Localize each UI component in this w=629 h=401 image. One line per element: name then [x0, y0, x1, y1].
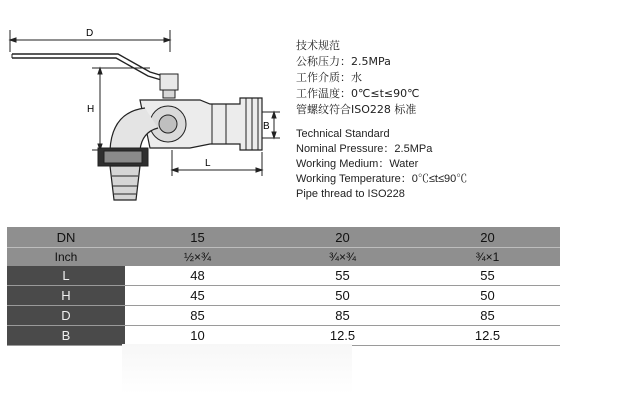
cell: 12.5: [329, 328, 356, 343]
table-row: [7, 266, 560, 286]
dim-label-d: D: [86, 28, 94, 39]
cell: 55: [335, 268, 350, 283]
row-label: L: [7, 266, 125, 285]
row-label: H: [7, 286, 125, 305]
cell: 55: [480, 268, 495, 283]
cell: 50: [480, 288, 495, 303]
row-label: B: [7, 326, 125, 345]
dn-value: 20: [480, 229, 495, 245]
specs-cn-title: 技术规范: [296, 39, 340, 52]
specs-cn-medium: 工作介质：水: [296, 71, 362, 84]
cell: 10: [190, 328, 205, 343]
cell: 85: [335, 308, 350, 323]
specs-en-thread: Pipe thread to ISO228: [296, 188, 405, 200]
cell: 85: [480, 308, 495, 323]
dim-label-b: B: [263, 121, 270, 132]
cell: 48: [190, 268, 205, 283]
table-row-inch: [7, 247, 560, 266]
dn-label: DN: [56, 229, 76, 245]
specs-cn-thread: 管螺纹符合ISO228 标准: [296, 103, 417, 116]
specs-en-title: Technical Standard: [296, 128, 390, 140]
inch-label: Inch: [54, 250, 78, 264]
cell: 45: [190, 288, 205, 303]
inch-value: ½×¾: [183, 250, 212, 264]
valve-drawing: [0, 0, 290, 220]
dn-value: 15: [190, 229, 205, 245]
specs-english: [296, 127, 467, 202]
cell: 85: [190, 308, 205, 323]
cell: 12.5: [474, 328, 501, 343]
specs-cn-pressure: 公称压力：2.5MPa: [296, 55, 391, 68]
dim-label-l: L: [205, 158, 211, 169]
table-row: [7, 306, 560, 326]
inch-value: ¾×1: [475, 250, 500, 264]
specs-en-pressure: Nominal Pressure：2.5MPa: [296, 143, 433, 155]
table-row-dn: [7, 227, 560, 247]
specs-cn-temperature: 工作温度：0℃≤t≤90℃: [296, 87, 420, 100]
specs-en-medium: Working Medium：Water: [296, 158, 419, 170]
specs-en-temperature: Working Temperature：0℃≤t≤90℃: [296, 173, 468, 185]
cell: 50: [335, 288, 350, 303]
dn-value: 20: [335, 229, 350, 245]
background-fade: [122, 344, 352, 394]
specs-chinese: [296, 38, 419, 118]
dimension-table: [7, 227, 560, 346]
table-row: [7, 326, 560, 346]
table-row: [7, 286, 560, 306]
dim-label-h: H: [87, 104, 95, 115]
row-label: D: [7, 306, 125, 325]
inch-value: ¾×¾: [328, 250, 357, 264]
